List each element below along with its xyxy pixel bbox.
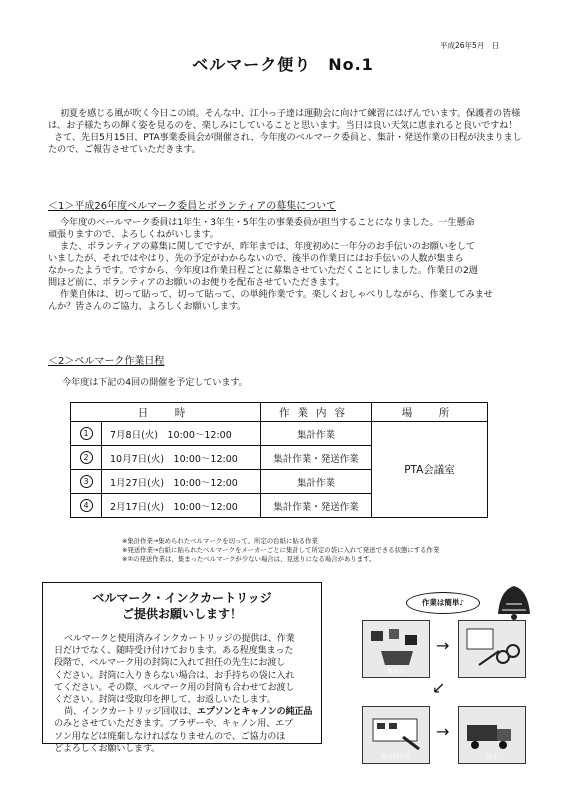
box-line-bold: エプソンとキャノンの純正品 — [196, 707, 313, 718]
column-header: 日 時 — [71, 403, 261, 422]
arrow-right-icon: → — [436, 722, 450, 741]
box-line-text: 尚、インクカートリッジ回収は、 — [64, 707, 197, 718]
box-line: 段階で、ベルマーク用の封筒に入れて担任の先生にお渡し — [54, 658, 286, 669]
section1-line: いましたが、それではやはり、先の予定がわからないので、後半の作業日にはお手伝いの人数が集まら — [48, 253, 464, 264]
box-line: のみとさせていただきます。ブラザーや、キャノン用、エプ — [54, 719, 293, 730]
section1-body — [48, 217, 522, 313]
table-row — [71, 422, 488, 446]
intro-line: さて、先日5月15日、PTA事業委員会が開催され、今年度のベルマーク委員と、集計・発送作業の日程が決まりまし — [54, 132, 522, 143]
table-note: ※集計作業→集められたベルマークを切って、所定の台紙に貼る作業 — [122, 537, 318, 545]
row-work: 集計作業 — [261, 422, 372, 446]
speech-bubble: 作業は簡単♪ — [406, 592, 480, 614]
row-work: 集計作業・発送作業 — [261, 446, 372, 470]
box-line: ください。封筒に入りきらない場合は、お手持ちの袋に入れ — [54, 670, 295, 681]
row-number: 3 — [80, 475, 93, 488]
section1-line: 今年度のベールマーク委員は1年生・3年生・5年生の事業委員が担当することになりました。一生懸命 — [60, 217, 475, 228]
scissors-illustration — [459, 621, 525, 677]
intro-line: たので、ご報告させていただきます。 — [48, 144, 201, 155]
column-header: 場 所 — [372, 403, 488, 422]
step-paste-image — [362, 706, 430, 764]
arrow-down-left-icon: ↙ — [432, 678, 446, 697]
section1-line: んか？皆さんのご協力、よろしくお願いします。 — [48, 301, 247, 312]
row-number: 1 — [80, 427, 93, 440]
step-caption: 集める — [386, 668, 405, 675]
row-place: PTA会議室 — [372, 422, 488, 518]
step-send-image — [458, 706, 526, 764]
column-header: 作業内容 — [261, 403, 372, 422]
section1-line: 作業自体は、切って貼って、切って貼って、の単純作業です。楽しくおしゃべりしながら、作業してみませ — [60, 289, 493, 300]
section1-line: また、ボランティアの募集に関してですが、昨年までは、年度初めに一年分のお手伝いのお願いをして — [60, 241, 475, 252]
bell-icon — [490, 580, 534, 620]
row-number: 2 — [80, 451, 93, 464]
step-caption: 送る — [485, 754, 498, 761]
step-caption: 貼り付ける — [380, 754, 411, 761]
table-note: ※発送作業→台紙に貼られたベルマークをメーカーごとに集計して所定の袋に入れて発送できる状態にする作業 — [122, 546, 440, 554]
intro-line: 初夏を感じる風が吹く今日この頃。そんな中、江小っ子達は運動会に向けて練習にはげんでいます。保護者の皆様 — [60, 108, 521, 119]
row-date: 2月17日(火) 10:00～12:00 — [102, 494, 261, 518]
ink-box-body — [54, 633, 324, 755]
arrow-right-icon: → — [436, 636, 450, 655]
table-header-row — [71, 403, 488, 422]
step-collect-image — [362, 620, 430, 678]
schedule-table — [70, 402, 488, 518]
box-line: ください。封筒は受取印を押して、お返しいたします。 — [54, 695, 276, 706]
table-note: ※②の発送作業は、集まったベルマークが少ない場合は、見送りになる場合があります。 — [122, 555, 376, 563]
intro-paragraph — [48, 108, 522, 156]
step-cut-image — [458, 620, 526, 678]
section1-line: 間ほど前に、ボランティアのお願いのお便りを配布させていただきます。 — [48, 277, 345, 288]
intro-line: は、お子様たちの輝く姿を見るのを、楽しみにしていることと思います。当日は良い天気に恵まれると良いですね！ — [48, 120, 518, 131]
page-title: ベルマーク便り No.1 — [192, 55, 374, 74]
row-work: 集計作業 — [261, 470, 372, 494]
section2-intro: 今年度は下記の4回の開催を予定しています。 — [62, 377, 248, 388]
box-title-line1: ベルマーク・インクカートリッジ — [92, 591, 272, 605]
row-date: 7月8日(火) 10:00～12:00 — [102, 422, 261, 446]
issue-date: 平成26年5月 日 — [440, 41, 500, 50]
section1-line: なかったようです。ですから、今年度は作業日程ごとに募集させていただくことにしました。作業日の2週 — [48, 265, 478, 276]
row-date: 1月27日(火) 10:00～12:00 — [102, 470, 261, 494]
section1-heading: ＜1＞平成26年度ベルマーク委員とボランティアの募集について — [48, 201, 337, 212]
row-number: 4 — [80, 499, 93, 512]
row-date: 10月7日(火) 10:00～12:00 — [102, 446, 261, 470]
box-line: ベルマークと使用済みインクカートリッジの提供は、作業 — [64, 634, 295, 644]
section1-line: 頑張りますので、よろしくねがいします。 — [48, 229, 219, 240]
box-line: 日だけでなく、随時受け付けております。ある程度集まった — [54, 646, 294, 657]
box-title-line2: ご提供お願いします！ — [121, 607, 242, 621]
section2-heading: ＜2＞ベルマーク作業日程 — [48, 356, 165, 367]
row-work: 集計作業・発送作業 — [261, 494, 372, 518]
box-line — [54, 706, 324, 718]
box-line: ソン用などは廃棄しなければなりませんので、ご協力のほ — [54, 731, 286, 742]
box-line: てください。その際、ベルマーク用の封筒も合わせてお渡し — [54, 682, 295, 693]
box-line: どよろしくお願いします。 — [54, 743, 160, 754]
